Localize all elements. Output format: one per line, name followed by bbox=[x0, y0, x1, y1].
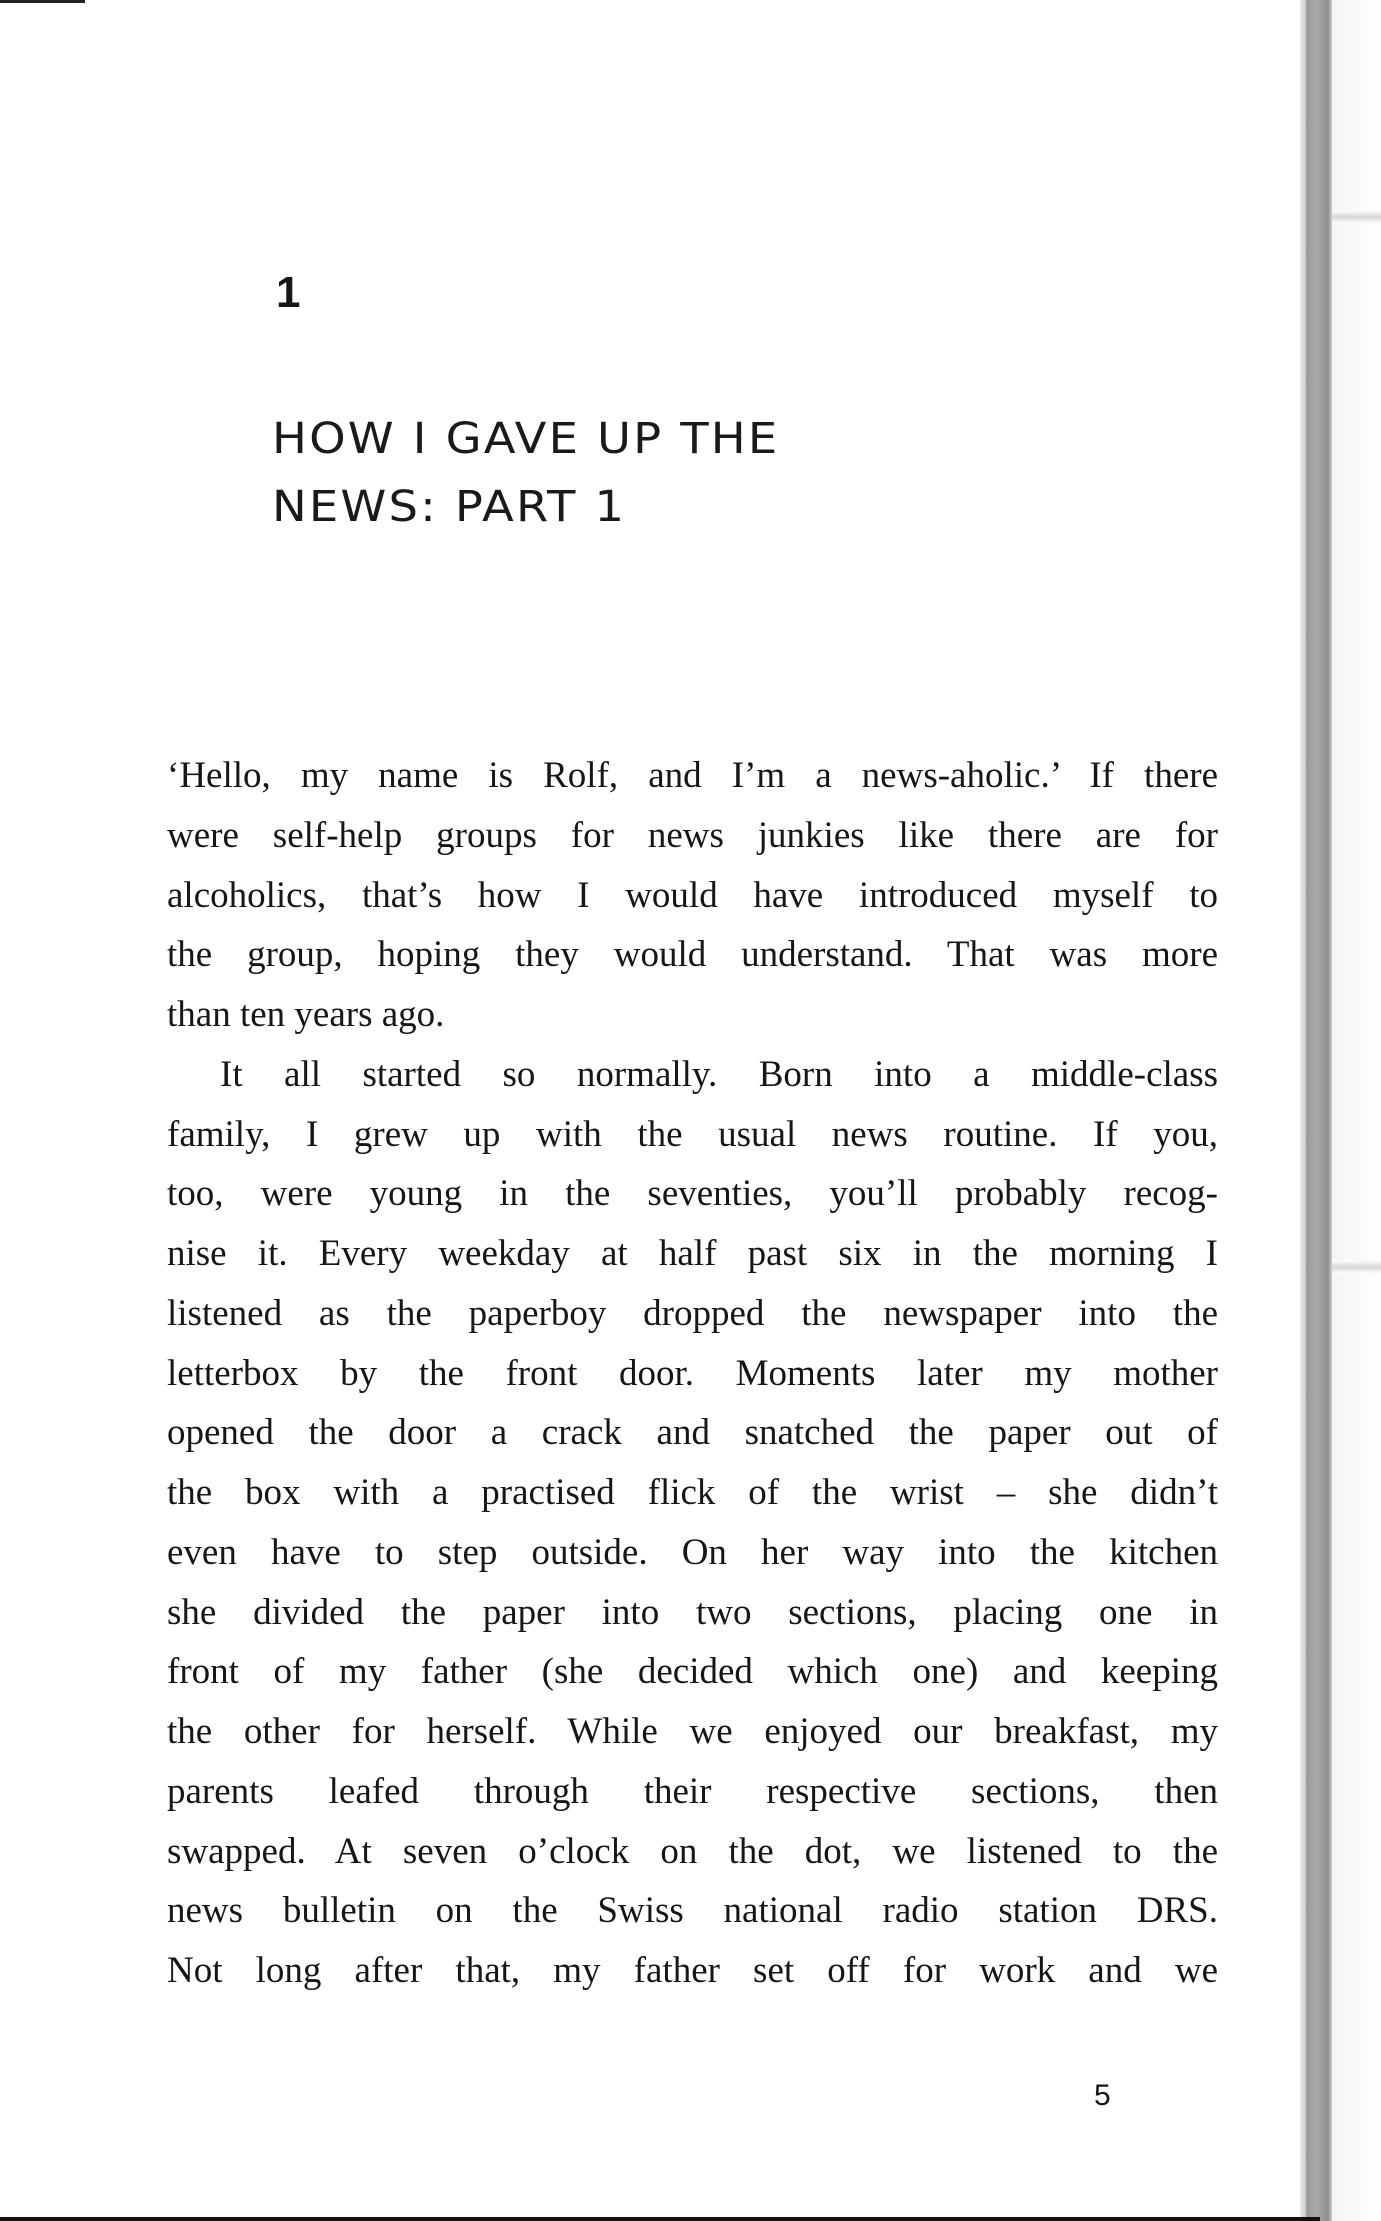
page-shadow bbox=[1332, 1260, 1381, 1274]
chapter-title-line: NEWS: PART 1 bbox=[272, 482, 627, 532]
text-line: news bulletin on the Swiss national radio station DRS. bbox=[167, 1890, 1218, 1932]
text-line: she divided the paper into two sections, placing one in bbox=[167, 1591, 1218, 1633]
text-line: alcoholics, that’s how I would have introduced myself to bbox=[167, 874, 1218, 916]
scan-edge-top bbox=[0, 0, 85, 3]
text-line: It all started so normally. Born into a middle-class bbox=[220, 1053, 1218, 1095]
text-line: ‘Hello, my name is Rolf, and I’m a news-aholic.’ If there bbox=[167, 755, 1218, 796]
text-line: the group, hoping they would understand. That was more bbox=[167, 934, 1218, 976]
text-line: Not long after that, my father set off for work and we bbox=[167, 1950, 1218, 1991]
text-line: the box with a practised flick of the wrist – she didn’t bbox=[167, 1472, 1218, 1513]
text-line: than ten years ago. bbox=[167, 994, 445, 1035]
fore-edge bbox=[1332, 0, 1381, 2221]
text-line: parents leafed through their respective sections, then bbox=[167, 1770, 1218, 1812]
text-line: opened the door a crack and snatched the paper out of bbox=[167, 1412, 1218, 1454]
text-line: even have to step outside. On her way into the kitchen bbox=[167, 1531, 1218, 1573]
text-line: front of my father (she decided which one) and keeping bbox=[167, 1651, 1218, 1693]
text-line: letterbox by the front door. Moments later my mother bbox=[167, 1352, 1218, 1394]
text-line: family, I grew up with the usual news routine. If you, bbox=[167, 1113, 1218, 1155]
chapter-title bbox=[272, 405, 780, 541]
body-text bbox=[167, 746, 1218, 2001]
text-line: nise it. Every weekday at half past six in the morning I bbox=[167, 1233, 1218, 1274]
book-page-edge bbox=[1306, 0, 1332, 2221]
text-line: the other for herself. While we enjoyed our breakfast, my bbox=[167, 1711, 1218, 1752]
text-line: were self-help groups for news junkies like there are for bbox=[167, 814, 1218, 856]
chapter-title-line: HOW I GAVE UP THE bbox=[272, 414, 780, 464]
text-line: listened as the paperboy dropped the newspaper into the bbox=[167, 1292, 1218, 1334]
text-line: too, were young in the seventies, you’ll probably recog- bbox=[167, 1173, 1218, 1215]
page-number: 5 bbox=[1094, 2079, 1111, 2112]
page-shadow bbox=[1332, 210, 1381, 224]
scan-edge-bottom bbox=[0, 2217, 1320, 2221]
chapter-number: 1 bbox=[276, 268, 301, 317]
text-line: swapped. At seven o’clock on the dot, we listened to the bbox=[167, 1830, 1218, 1872]
